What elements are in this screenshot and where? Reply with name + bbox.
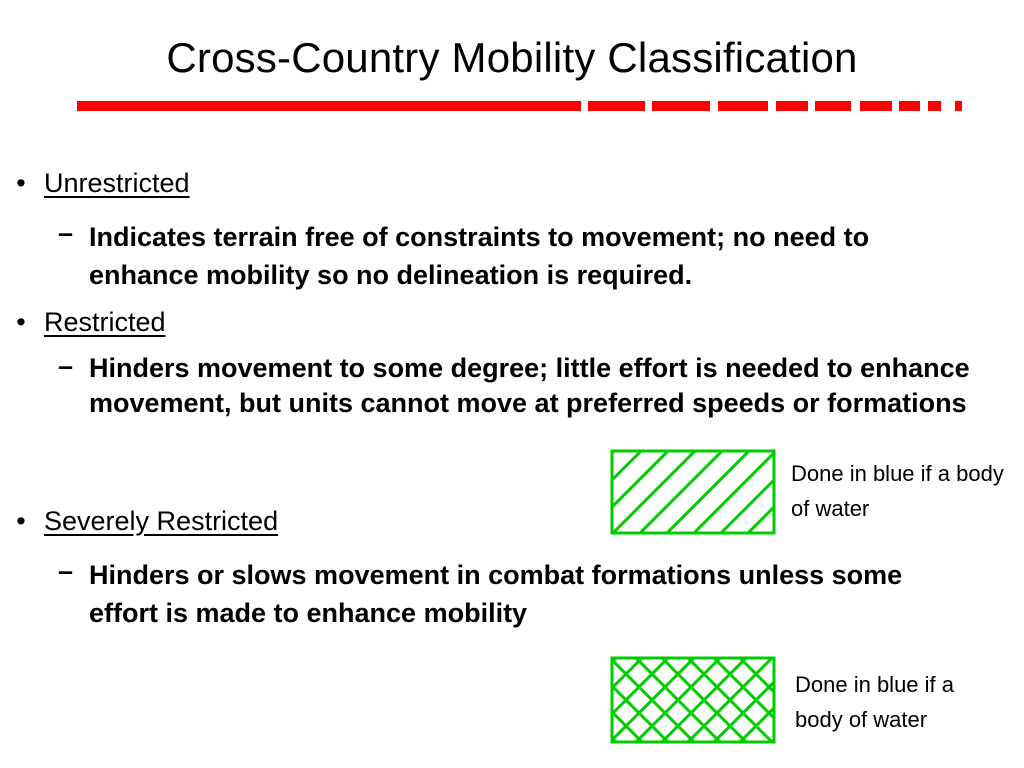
sub-bullet-marker: –: [58, 556, 74, 586]
bullet-unrestricted: [8, 168, 408, 202]
sub-bullet-marker: –: [58, 351, 74, 381]
bullet-heading: Restricted: [44, 307, 166, 337]
slide-title: Cross-Country Mobility Classification: [166, 34, 858, 81]
severely-restricted-water-note-text: Done in blue if a body of water: [795, 672, 954, 733]
restricted-hatch-swatch: [610, 449, 776, 535]
bullet-marker: •: [16, 307, 26, 337]
bullet-heading: Unrestricted: [44, 168, 190, 198]
sub-bullet-text: Hinders or slows movement in combat formations unless some effort is made to enhance mobility: [89, 560, 903, 629]
sub-bullet-text: Hinders movement to some degree; little effort is needed to enhance movement, but units cannot move at preferred speeds or formations: [89, 353, 970, 419]
bullet-marker: •: [16, 168, 26, 198]
severely-restricted-crosshatch-swatch: [610, 656, 776, 744]
title-underline-rule: [0, 0, 1024, 130]
sub-bullet-marker: –: [58, 218, 74, 248]
bullet-severely-restricted: [8, 506, 508, 540]
bullet-restricted: [8, 307, 408, 341]
restricted-water-note-text: Done in blue if a body of water: [791, 461, 1004, 522]
bullet-marker: •: [16, 506, 26, 536]
severely-restricted-water-note: [795, 667, 995, 737]
sub-bullet-text: Indicates terrain free of constraints to movement; no need to enhance mobility so no delineation is required.: [89, 222, 870, 291]
bullet-heading: Severely Restricted: [44, 506, 279, 536]
restricted-water-note: [791, 456, 1006, 526]
